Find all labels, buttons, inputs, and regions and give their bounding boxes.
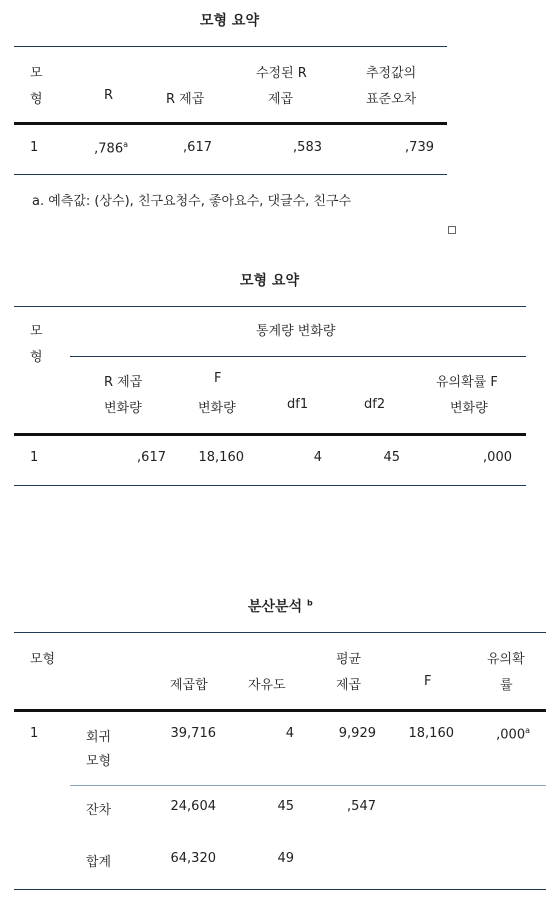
table3-header-ms-2: 제곱 bbox=[336, 678, 362, 693]
table1-header-model: 모 bbox=[30, 66, 43, 81]
table3-cell-ms: ,547 bbox=[347, 799, 376, 814]
table1-cell-r2: ,617 bbox=[183, 140, 212, 155]
table1-bottom-rule bbox=[14, 174, 447, 175]
table2-cell-r2-change: ,617 bbox=[137, 450, 166, 465]
table3-cell-df: 45 bbox=[277, 799, 294, 814]
table2-header-f-change: F bbox=[214, 371, 222, 386]
table3-row-divider bbox=[70, 785, 546, 786]
table2-header-model-2: 형 bbox=[30, 350, 43, 365]
table3-title: 분산분석 $^b$ bbox=[248, 598, 313, 615]
table2-header-r2-change: R 제곱 bbox=[104, 375, 143, 390]
table2-top-rule bbox=[14, 306, 526, 307]
table3-header-sig-2: 률 bbox=[500, 678, 513, 693]
table3-cell-ms: 9,929 bbox=[338, 726, 376, 741]
table3-header-df: 자유도 bbox=[248, 678, 286, 693]
table1-top-rule bbox=[14, 46, 447, 47]
table1-cell-model: 1 bbox=[30, 140, 39, 155]
table3-cell-ss: 24,604 bbox=[170, 799, 216, 814]
table1-header-model-2: 형 bbox=[30, 92, 43, 107]
table2-header-sig-f-2: 변화량 bbox=[450, 401, 488, 416]
table1-footnote: a. 예측값: (상수), 친구요청수, 좋아요수, 댓글수, 친구수 bbox=[32, 194, 352, 209]
table2-cell-df2: 45 bbox=[383, 450, 400, 465]
table3-row-label: 합계 bbox=[86, 855, 112, 870]
table2-bottom-rule bbox=[14, 485, 526, 486]
table1-header-r2: R 제곱 bbox=[166, 92, 205, 107]
table1-header-se: 추정값의 bbox=[366, 66, 417, 81]
table3-header-rule bbox=[14, 709, 546, 712]
table2-header-sig-f: 유의확률 F bbox=[436, 375, 498, 390]
table2-header-r2-change-2: 변화량 bbox=[104, 401, 142, 416]
table2-cell-f-change: 18,160 bbox=[198, 450, 244, 465]
table3-top-rule bbox=[14, 632, 546, 633]
table3-cell-sig: ,000$^a$ bbox=[496, 726, 530, 743]
table2-cell-df1: 4 bbox=[313, 450, 322, 465]
table1-cell-r: ,786$^a$ bbox=[94, 140, 128, 157]
table1-header-adj-r2: 수정된 R bbox=[256, 66, 307, 81]
table3-row-label: 잔차 bbox=[86, 803, 112, 818]
table2-cell-sig-f-change: ,000 bbox=[483, 450, 512, 465]
table1-header-adj-r2-2: 제곱 bbox=[268, 92, 294, 107]
table1-header-rule bbox=[14, 122, 447, 125]
table2-header-df2: df2 bbox=[364, 397, 386, 412]
table3-cell-df: 49 bbox=[277, 851, 294, 866]
table2-header-rule bbox=[14, 433, 526, 436]
table2-title: 모형 요약 bbox=[240, 273, 299, 289]
table2-header-df1: df1 bbox=[287, 397, 309, 412]
table3-header-f: F bbox=[424, 674, 432, 689]
table2-group-rule bbox=[70, 356, 526, 357]
resize-handle[interactable] bbox=[448, 226, 456, 234]
table1-cell-se: ,739 bbox=[405, 140, 434, 155]
table1-title: 모형 요약 bbox=[200, 13, 259, 29]
table3-cell-ss: 39,716 bbox=[170, 726, 216, 741]
table3-bottom-rule bbox=[14, 889, 546, 890]
table1-header-se-2: 표준오차 bbox=[366, 92, 417, 107]
table2-header-model: 모 bbox=[30, 324, 43, 339]
table2-header-group: 통계량 변화량 bbox=[256, 324, 336, 339]
table2-header-f-change-2: 변화량 bbox=[198, 401, 236, 416]
table2-cell-model: 1 bbox=[30, 450, 39, 465]
table3-cell-f: 18,160 bbox=[408, 726, 454, 741]
table3-header-sig: 유의확 bbox=[487, 652, 525, 667]
table3-row-label-2: 모형 bbox=[86, 754, 112, 769]
table3-row-label: 회귀 bbox=[86, 730, 112, 745]
table3-header-model: 모형 bbox=[30, 652, 56, 667]
table3-cell-model: 1 bbox=[30, 726, 39, 741]
table1-cell-adj-r2: ,583 bbox=[293, 140, 322, 155]
table3-cell-df: 4 bbox=[285, 726, 294, 741]
table3-header-ss: 제곱합 bbox=[170, 678, 208, 693]
table1-header-r: R bbox=[104, 88, 114, 103]
table3-header-ms: 평균 bbox=[336, 652, 362, 667]
table3-cell-ss: 64,320 bbox=[170, 851, 216, 866]
